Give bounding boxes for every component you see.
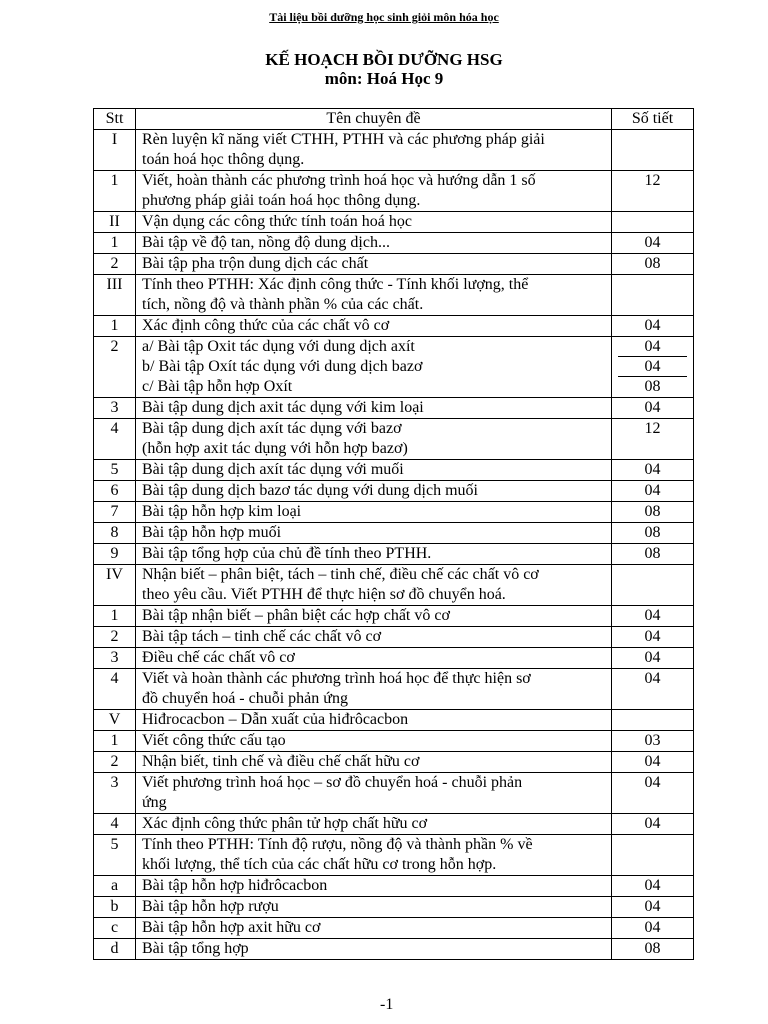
row-hours: 04	[612, 897, 694, 918]
table-row	[94, 502, 694, 523]
row-hours: 04	[612, 316, 694, 337]
topic-line: Bài tập hỗn hợp axit hữu cơ	[142, 919, 321, 936]
topic-line: c/ Bài tập hỗn hợp Oxít	[142, 378, 293, 395]
table-row	[94, 669, 694, 710]
row-topic	[136, 814, 612, 835]
row-stt: 2	[94, 254, 136, 275]
topic-line: Tính theo PTHH: Tính độ rượu, nồng độ và thành phần % về	[142, 836, 533, 853]
row-topic	[136, 337, 612, 398]
row-hours: 04	[612, 233, 694, 254]
table-row	[94, 171, 694, 212]
row-hours: 04	[612, 669, 694, 710]
table-row	[94, 212, 694, 233]
topic-line: Viết công thức cấu tạo	[142, 732, 286, 749]
table-row	[94, 897, 694, 918]
row-topic	[136, 419, 612, 460]
row-stt: a	[94, 876, 136, 897]
header-topic: Tên chuyên đề	[136, 109, 612, 130]
topic-line: a/ Bài tập Oxit tác dụng với dung dịch axít	[142, 338, 415, 355]
topic-line: theo yêu cầu. Viết PTHH để thực hiện sơ đồ chuyển hoá.	[142, 586, 506, 603]
table-row	[94, 254, 694, 275]
row-topic	[136, 876, 612, 897]
topic-line: Bài tập về độ tan, nồng độ dung dịch...	[142, 234, 390, 251]
table-row	[94, 316, 694, 337]
topic-line: toán hoá học thông dụng.	[142, 151, 305, 168]
row-hours: 12	[612, 171, 694, 212]
row-topic	[136, 565, 612, 606]
row-stt: 2	[94, 337, 136, 398]
row-topic	[136, 669, 612, 710]
row-hours: 04	[612, 398, 694, 419]
row-topic	[136, 502, 612, 523]
topic-line: Xác định công thức của các chất vô cơ	[142, 317, 390, 334]
table-row	[94, 130, 694, 171]
row-stt: 7	[94, 502, 136, 523]
row-topic	[136, 606, 612, 627]
table-row	[94, 731, 694, 752]
row-topic	[136, 316, 612, 337]
row-stt: 2	[94, 627, 136, 648]
row-hours	[612, 130, 694, 171]
topic-line: ứng	[142, 794, 167, 811]
header-hours: Số tiết	[612, 109, 694, 130]
row-topic	[136, 398, 612, 419]
row-hours: 04	[612, 460, 694, 481]
topic-line: tích, nồng độ và thành phần % của các chất.	[142, 296, 424, 313]
row-topic	[136, 212, 612, 233]
topic-line: khối lượng, thể tích của các chất hữu cơ trong hỗn hợp.	[142, 856, 497, 873]
topic-line: Bài tập hỗn hợp muối	[142, 524, 282, 541]
row-hours	[612, 565, 694, 606]
row-stt: 3	[94, 648, 136, 669]
topic-line: phương pháp giải toán hoá học thông dụng.	[142, 192, 421, 209]
table-row	[94, 233, 694, 254]
row-hours: 04	[612, 773, 694, 814]
document-subtitle: môn: Hoá Học 9	[324, 69, 444, 88]
row-hours: 04	[612, 481, 694, 502]
table-row	[94, 918, 694, 939]
row-topic	[136, 897, 612, 918]
table-row	[94, 814, 694, 835]
table-row	[94, 481, 694, 502]
row-topic	[136, 275, 612, 316]
row-topic	[136, 523, 612, 544]
topic-line: Bài tập dung dịch axít tác dụng với bazơ	[142, 420, 402, 437]
topic-line: Viết và hoàn thành các phương trình hoá học để thực hiện sơ	[142, 670, 531, 687]
row-stt: 2	[94, 752, 136, 773]
row-topic	[136, 544, 612, 565]
row-topic	[136, 481, 612, 502]
topic-line: Viết phương trình hoá học – sơ đồ chuyển hoá - chuỗi phản	[142, 774, 523, 791]
table-row	[94, 710, 694, 731]
row-hours: 08	[612, 254, 694, 275]
hours-sub-cell: 04	[618, 357, 687, 377]
row-hours: 08	[612, 544, 694, 565]
row-topic	[136, 627, 612, 648]
table-row	[94, 398, 694, 419]
row-topic	[136, 648, 612, 669]
row-hours	[612, 835, 694, 876]
row-hours: 04	[612, 918, 694, 939]
table-row	[94, 337, 694, 398]
row-stt: d	[94, 939, 136, 960]
row-topic	[136, 254, 612, 275]
row-hours: 04	[612, 606, 694, 627]
table-row	[94, 565, 694, 606]
row-topic	[136, 171, 612, 212]
row-hours	[612, 275, 694, 316]
row-stt: 1	[94, 233, 136, 254]
topic-line: Vận dụng các công thức tính toán hoá học	[142, 213, 412, 230]
row-topic	[136, 731, 612, 752]
row-stt: III	[94, 275, 136, 316]
hours-sub-cell: 08	[644, 378, 661, 395]
row-stt: 5	[94, 460, 136, 481]
row-topic	[136, 460, 612, 481]
table-body	[94, 130, 694, 960]
topic-line: Điều chế các chất vô cơ	[142, 649, 295, 666]
row-hours: 04	[612, 752, 694, 773]
row-topic	[136, 710, 612, 731]
topic-line: Bài tập dung dịch bazơ tác dụng với dung dịch muối	[142, 482, 478, 499]
header-stt: Stt	[94, 109, 136, 130]
row-hours	[612, 212, 694, 233]
row-stt: 4	[94, 669, 136, 710]
row-hours: 04	[612, 814, 694, 835]
table-header-row	[94, 109, 694, 130]
table-row	[94, 523, 694, 544]
topic-line: Nhận biết, tinh chế và điều chế chất hữu cơ	[142, 753, 420, 770]
table-row	[94, 752, 694, 773]
row-topic	[136, 773, 612, 814]
row-stt: 5	[94, 835, 136, 876]
row-stt: 8	[94, 523, 136, 544]
topic-line: b/ Bài tập Oxít tác dụng với dung dịch bazơ	[142, 358, 423, 375]
table-row	[94, 648, 694, 669]
row-topic	[136, 835, 612, 876]
topic-line: Bài tập hỗn hợp hiđrôcacbon	[142, 877, 328, 894]
document-title: KẾ HOẠCH BỒI DƯỠNG HSG	[265, 50, 503, 69]
row-stt: 3	[94, 773, 136, 814]
topic-line: Nhận biết – phân biệt, tách – tinh chế, điều chế các chất vô cơ	[142, 566, 539, 583]
row-hours: 04	[612, 876, 694, 897]
row-stt: 4	[94, 419, 136, 460]
topic-line: Tính theo PTHH: Xác định công thức - Tính khối lượng, thể	[142, 276, 529, 293]
table-row	[94, 460, 694, 481]
row-stt: I	[94, 130, 136, 171]
row-hours: 03	[612, 731, 694, 752]
table-row	[94, 939, 694, 960]
row-stt: c	[94, 918, 136, 939]
row-hours: 12	[612, 419, 694, 460]
topic-line: Bài tập dung dịch axít tác dụng với muối	[142, 461, 404, 478]
topic-line: Rèn luyện kĩ năng viết CTHH, PTHH và các phương pháp giải	[142, 131, 545, 148]
row-topic	[136, 233, 612, 254]
topic-line: Bài tập tổng hợp	[142, 940, 249, 957]
row-hours: 04	[612, 627, 694, 648]
table-row	[94, 773, 694, 814]
topic-line: Xác định công thức phân tử hợp chất hữu cơ	[142, 815, 428, 832]
row-topic	[136, 130, 612, 171]
topic-line: Viết, hoàn thành các phương trình hoá học và hướng dẫn 1 số	[142, 172, 536, 189]
table-row	[94, 606, 694, 627]
row-hours	[612, 337, 694, 398]
page-number: -1	[380, 996, 394, 1013]
topic-line: đồ chuyển hoá - chuỗi phản ứng	[142, 690, 348, 707]
table-row	[94, 876, 694, 897]
row-hours: 08	[612, 523, 694, 544]
topic-line: (hỗn hợp axit tác dụng với hỗn hợp bazơ)	[142, 440, 408, 457]
row-stt: 1	[94, 731, 136, 752]
document-header-note: Tài liệu bồi dưỡng học sinh giỏi môn hóa học	[269, 10, 499, 24]
row-hours: 08	[612, 502, 694, 523]
row-stt: b	[94, 897, 136, 918]
row-stt: 4	[94, 814, 136, 835]
table-row	[94, 419, 694, 460]
row-hours: 08	[612, 939, 694, 960]
hours-sub-cell: 04	[618, 337, 687, 357]
table-row	[94, 627, 694, 648]
row-stt: 3	[94, 398, 136, 419]
training-plan-table	[93, 108, 694, 960]
topic-line: Bài tập hỗn hợp rượu	[142, 898, 279, 915]
table-row	[94, 275, 694, 316]
row-hours	[612, 710, 694, 731]
row-stt: II	[94, 212, 136, 233]
row-stt: 9	[94, 544, 136, 565]
topic-line: Hiđrocacbon – Dẫn xuất của hiđrôcacbon	[142, 711, 409, 728]
row-topic	[136, 939, 612, 960]
row-topic	[136, 918, 612, 939]
row-stt: 1	[94, 316, 136, 337]
row-stt: IV	[94, 565, 136, 606]
row-hours: 04	[612, 648, 694, 669]
topic-line: Bài tập hỗn hợp kim loại	[142, 503, 302, 520]
topic-line: Bài tập nhận biết – phân biệt các hợp chất vô cơ	[142, 607, 450, 624]
row-stt: 6	[94, 481, 136, 502]
table-row	[94, 835, 694, 876]
topic-line: Bài tập tách – tinh chế các chất vô cơ	[142, 628, 382, 645]
row-stt: 1	[94, 171, 136, 212]
row-topic	[136, 752, 612, 773]
row-stt: 1	[94, 606, 136, 627]
topic-line: Bài tập pha trộn dung dịch các chất	[142, 255, 369, 272]
topic-line: Bài tập tổng hợp của chủ đề tính theo PTHH.	[142, 545, 432, 562]
row-stt: V	[94, 710, 136, 731]
topic-line: Bài tập dung dịch axit tác dụng với kim loại	[142, 399, 424, 416]
table-row	[94, 544, 694, 565]
